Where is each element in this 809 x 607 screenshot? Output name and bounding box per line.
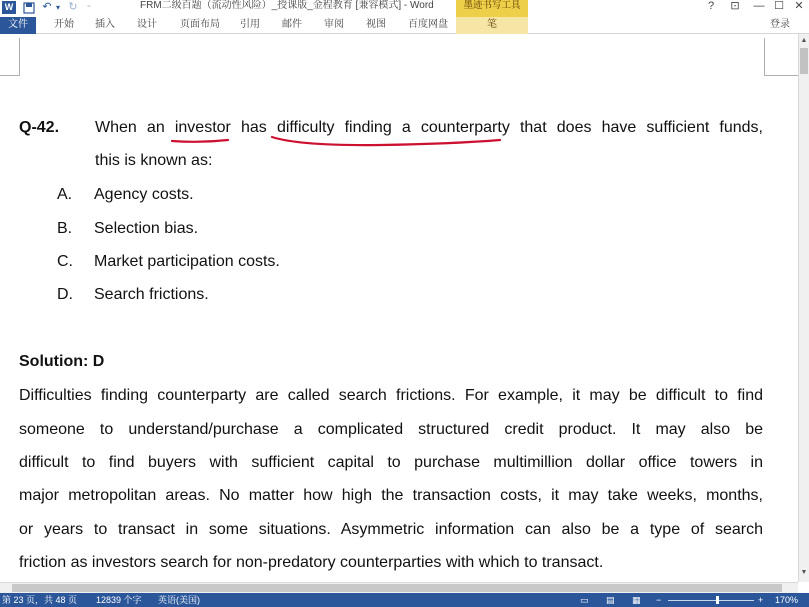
zoom-slider-track[interactable] [668, 600, 754, 601]
close-button[interactable]: ✕ [794, 0, 804, 12]
read-mode-icon[interactable]: ▭ [580, 595, 589, 605]
question-stem-line-1: When an investor has difficulty finding a counterparty that does have sufficient funds, [95, 119, 763, 136]
zoom-level[interactable]: 170% [775, 595, 799, 605]
tab-references[interactable]: 引用 [240, 19, 260, 30]
tab-home[interactable]: 开始 [54, 19, 74, 30]
option-d-letter: D. [57, 286, 73, 303]
language-indicator[interactable]: 英语(美国) [158, 595, 200, 605]
scroll-down-icon[interactable]: ▼ [800, 569, 808, 576]
vertical-scrollbar[interactable] [798, 34, 809, 582]
tab-baidu-netdisk[interactable]: 百度网盘 [408, 19, 448, 30]
option-a-letter: A. [57, 186, 73, 203]
option-b-letter: B. [57, 220, 73, 237]
ribbon-display-options-button[interactable]: ⊡ [730, 0, 740, 12]
tab-view[interactable]: 视图 [366, 19, 386, 30]
zoom-slider-thumb[interactable] [716, 596, 719, 604]
status-bar [0, 593, 809, 607]
redo-icon[interactable]: ↻ [68, 1, 78, 13]
restore-button[interactable]: ☐ [774, 0, 784, 12]
solution-line-5: or years to transact in some situations. Asymmetric information can also be a type of search [19, 521, 763, 538]
word-app-icon[interactable]: W [2, 1, 16, 14]
customize-toolbar-icon[interactable]: ⁼ [86, 3, 92, 12]
solution-line-1: Difficulties finding counterparty are called search frictions. For example, it may be difficult to find [19, 387, 763, 404]
tab-review[interactable]: 审阅 [324, 19, 344, 30]
question-stem-line-2: this is known as: [95, 152, 213, 169]
option-c-letter: C. [57, 253, 73, 270]
ink-tools-contextual-header: 墨迹书写工具 [456, 0, 528, 17]
horizontal-scroll-thumb[interactable] [12, 584, 782, 592]
help-button[interactable]: ? [707, 0, 715, 12]
scroll-up-icon[interactable]: ▲ [800, 37, 808, 44]
solution-heading: Solution: D [19, 353, 105, 370]
zoom-in-button[interactable]: + [758, 595, 764, 605]
tab-page-layout[interactable]: 页面布局 [180, 19, 220, 30]
horizontal-scrollbar[interactable] [0, 582, 798, 593]
sign-in-link[interactable]: 登录 [770, 19, 790, 30]
ribbon-tab-bar [0, 17, 809, 34]
question-number: Q-42. [19, 119, 60, 136]
undo-dropdown-icon[interactable]: ▾ [55, 3, 60, 12]
solution-line-6: friction as investors search for non-predatory counterparties with which to transact. [19, 554, 604, 571]
word-count[interactable]: 12839 个字 [96, 595, 142, 605]
web-layout-icon[interactable]: ▦ [632, 595, 641, 605]
tab-design[interactable]: 设计 [137, 19, 157, 30]
solution-line-2: someone to understand/purchase a complicated structured credit product. It may also be [19, 421, 763, 438]
minimize-button[interactable]: — [753, 0, 765, 12]
tab-mailings[interactable]: 邮件 [282, 19, 302, 30]
ink-underline-annotation [0, 34, 798, 174]
document-page[interactable] [0, 34, 798, 582]
tab-pen[interactable]: 笔 [456, 17, 528, 34]
title-bar [0, 0, 809, 17]
solution-line-3: difficult to find buyers with sufficient capital to purchase multimillion dollar office towers in [19, 454, 763, 471]
scroll-thumb[interactable] [800, 48, 808, 74]
option-d-text: Search frictions. [94, 286, 209, 303]
option-b-text: Selection bias. [94, 220, 199, 237]
option-c-text: Market participation costs. [94, 253, 280, 270]
zoom-out-button[interactable]: − [656, 595, 662, 605]
page-count[interactable]: 第 23 页，共 48 页 [2, 595, 78, 605]
tab-insert[interactable]: 插入 [95, 19, 115, 30]
window-title: FRM二级百题（流动性风险）_授课版_金程教育 [兼容模式] - Word [140, 0, 434, 11]
save-icon[interactable] [22, 0, 36, 15]
tab-file[interactable]: 文件 [0, 17, 36, 34]
option-a-text: Agency costs. [94, 186, 194, 203]
solution-line-4: major metropolitan areas. No matter how high the transaction costs, it may take weeks, months, [19, 487, 763, 504]
print-layout-icon[interactable]: ▤ [606, 595, 615, 605]
undo-icon[interactable]: ↶ [42, 1, 52, 13]
